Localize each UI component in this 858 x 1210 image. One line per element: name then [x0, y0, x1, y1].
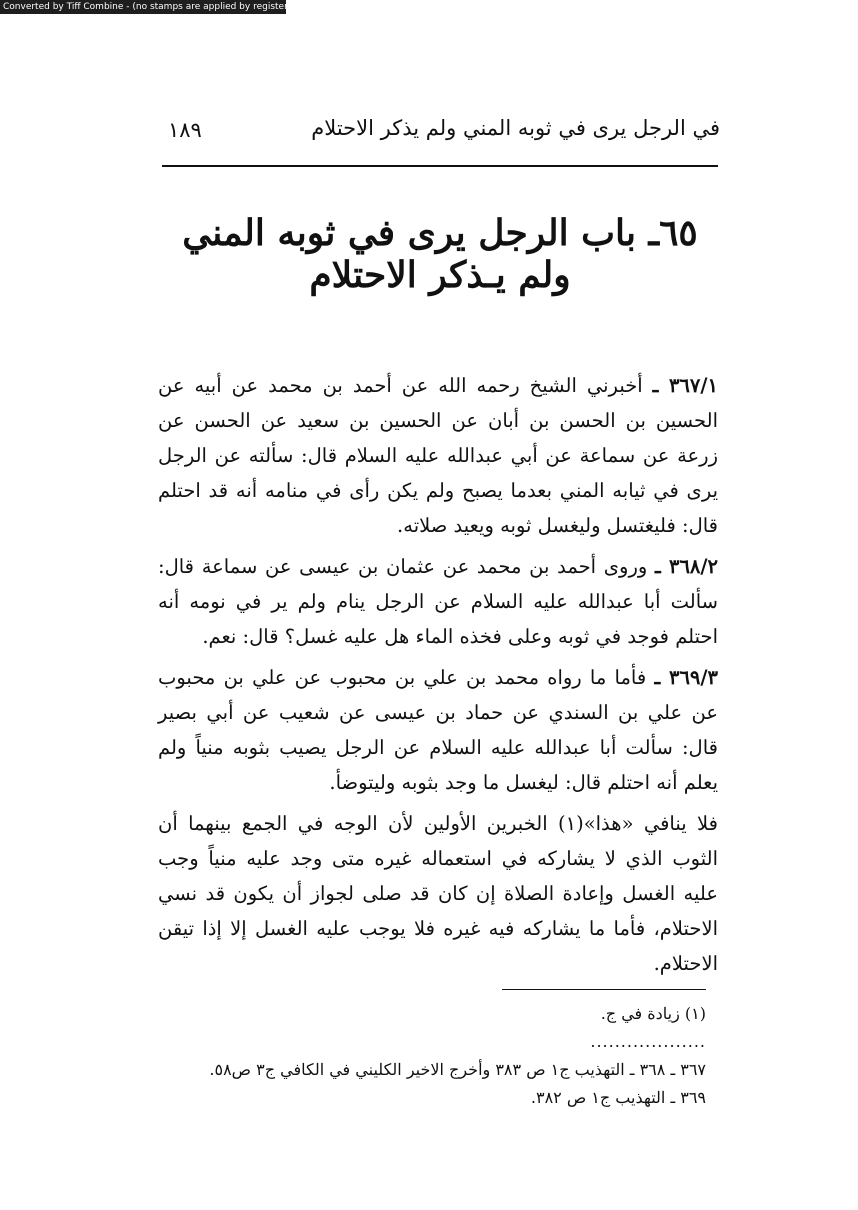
paragraph-hadith-369 — [158, 660, 718, 800]
converter-watermark: Converted by Tiff Combine - (no stamps are applied by registered version) — [0, 0, 286, 14]
chapter-title: ٦٥ـ باب الرجل يرى في ثوبه المني ولم يـذكر الاحتلام — [182, 212, 698, 296]
hadith-number: ٣٦٧/١ ـ — [652, 374, 718, 397]
hadith-text: أخبرني الشيخ رحمه الله عن أحمد بن محمد عن أبيه عن الحسين بن الحسن بن أبان عن الحسين بن سعيد عن الحسن عن زرعة عن سماعة عن أبي عبدالله عليه السلام قال: سألته عن الرجل يرى في ثيابه المني بعدما يصبح ولم يكن رأى في منامه أنه قد احتلم قال: فليغتسل وليغسل ثوبه ويعيد صلاته. — [158, 374, 718, 537]
footnote-dots-separator: ................... — [590, 1032, 706, 1051]
footnotes — [209, 1000, 706, 1112]
source-note-367-368: ٣٦٧ ـ ٣٦٨ ـ التهذيب ج١ ص ٣٨٣ وأخرج الاخير الكليني في الكافي ج٣ ص٥٨. — [209, 1060, 706, 1079]
hadith-number: ٣٦٨/٢ ـ — [654, 555, 718, 578]
commentary-text: فلا ينافي «هذا»(١) الخبرين الأولين لأن الوجه في الجمع بينهما أن الثوب الذي لا يشاركه في استعماله غيره متى وجد عليه منياً وجب عليه الغسل وإعادة الصلاة إن كان قد صلى لجواز أن يكون قد نسي الاحتلام، فأما ما يشاركه فيه غيره فلا يوجب عليه الغسل إلا إذا تيقن الاحتلام. — [158, 812, 718, 975]
hadith-text: وروى أحمد بن محمد عن عثمان بن عيسى عن سماعة قال: سألت أبا عبدالله عليه السلام عن الرجل ينام ولم ير في نومه أنه احتلم فوجد في ثوبه وعلى فخذه الماء هل عليه غسل؟ قال: نعم. — [158, 555, 718, 648]
main-text — [158, 368, 718, 981]
paragraph-hadith-368 — [158, 549, 718, 654]
paragraph-commentary — [158, 806, 718, 981]
footnote-divider — [502, 989, 706, 990]
header-divider — [162, 165, 718, 167]
hadith-text: فأما ما رواه محمد بن علي بن محبوب عن علي بن محبوب عن علي بن السندي عن حماد بن عيسى عن شعيب عن أبي بصير قال: سألت أبا عبدالله عليه السلام عن الرجل يصيب بثوبه منياً ولم يعلم أنه احتلم قال: ليغسل ما وجد بثوبه وليتوضأ. — [158, 666, 718, 794]
hadith-number: ٣٦٩/٣ ـ — [654, 666, 718, 689]
paragraph-hadith-367 — [158, 368, 718, 543]
page-number: ١٨٩ — [168, 118, 202, 142]
source-note-369: ٣٦٩ ـ التهذيب ج١ ص ٣٨٢. — [530, 1088, 706, 1107]
footnote-1: (١) زيادة في ج. — [600, 1004, 706, 1023]
running-header-title: في الرجل يرى في ثوبه المني ولم يذكر الاحتلام — [311, 116, 720, 140]
